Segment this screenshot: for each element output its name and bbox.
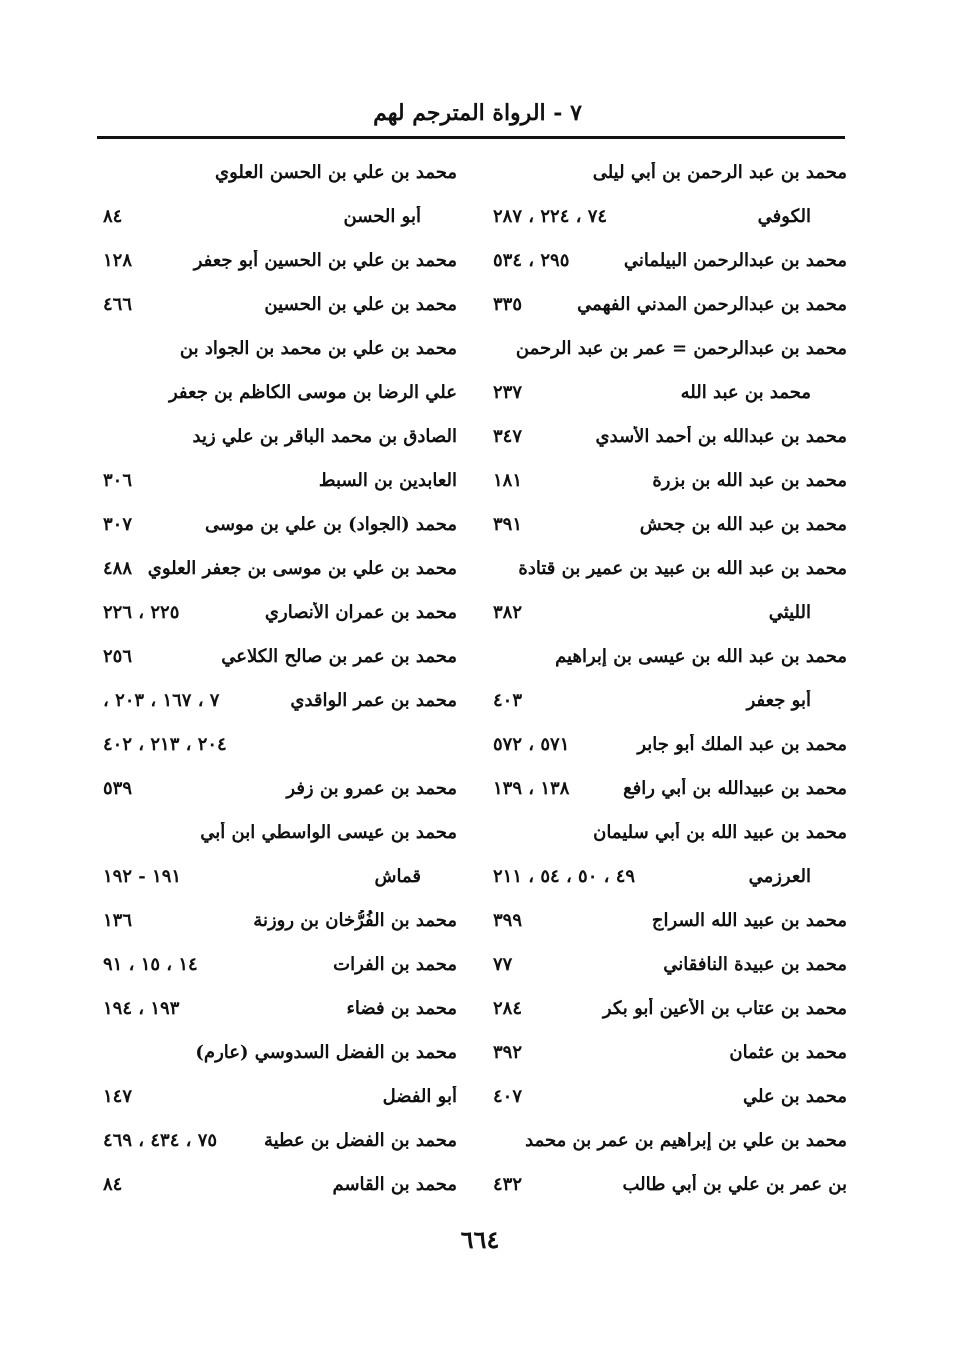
narrator-name: محمد بن عبدالرحمن = عمر بن عبد الرحمن — [515, 337, 847, 359]
page-refs: ٧٧ — [493, 953, 513, 975]
page-refs: ٤٨٨ — [103, 557, 133, 579]
index-entry — [97, 1074, 457, 1118]
index-entry — [487, 414, 847, 458]
index-entry — [97, 634, 457, 678]
narrator-name: محمد بن عمر بن صالح الكلاعي — [221, 645, 457, 667]
page-refs: ٣٠٦ — [103, 469, 133, 491]
narrator-name: أبو الفضل — [382, 1085, 457, 1107]
page-refs: ٤٩ ، ٥٠ ، ٥٤ ، ٢١١ — [493, 865, 636, 887]
index-column-right — [487, 150, 847, 1206]
page-refs: ٣٩٩ — [493, 909, 523, 931]
page-refs: ٥٣٩ — [103, 777, 133, 799]
page-refs: ١٩١ - ١٩٢ — [103, 865, 182, 887]
page-refs: ٢٩٥ ، ٥٣٤ — [493, 249, 570, 271]
narrator-name: محمد بن علي بن موسى بن جعفر العلوي — [147, 557, 457, 579]
narrator-name: محمد بن عبد الله — [680, 381, 811, 403]
page-refs: ٣٩٢ — [493, 1041, 523, 1063]
narrator-name: محمد بن الفرات — [333, 953, 457, 975]
narrator-name: محمد بن علي بن الحسن العلوي — [215, 161, 457, 183]
index-entry — [487, 1162, 847, 1206]
narrator-name: محمد بن علي بن الحسين — [264, 293, 457, 315]
index-entry — [487, 854, 847, 898]
narrator-name: محمد بن عبد الملك أبو جابر — [637, 733, 847, 755]
page-refs: ٢٣٧ — [493, 381, 523, 403]
index-entry — [97, 1118, 457, 1162]
narrator-name: محمد بن علي بن إبراهيم بن عمر بن محمد — [525, 1129, 847, 1151]
narrator-name: محمد (الجواد) بن علي بن موسى — [204, 513, 457, 535]
page-refs: ٣٩١ — [493, 513, 523, 535]
index-entry — [487, 458, 847, 502]
page-refs: ٣٨٢ — [493, 601, 523, 623]
index-entry — [487, 238, 847, 282]
index-entry — [97, 678, 457, 722]
narrator-name: محمد بن عبد الله بن جحش — [639, 513, 847, 535]
index-entry — [487, 942, 847, 986]
index-entry — [487, 1030, 847, 1074]
index-entry — [487, 634, 847, 678]
page-refs: ٨٤ — [103, 205, 123, 227]
index-entry — [97, 942, 457, 986]
index-entry — [487, 898, 847, 942]
narrator-name: أبو الحسن — [343, 205, 421, 227]
index-entry — [487, 502, 847, 546]
index-entry — [97, 854, 457, 898]
index-entry — [487, 370, 847, 414]
narrator-name: العرزمي — [748, 865, 811, 887]
page-refs: ٤٦٦ — [103, 293, 133, 315]
narrator-name: محمد بن عبد الله بن بزرة — [652, 469, 847, 491]
index-entry — [487, 194, 847, 238]
index-entry — [97, 898, 457, 942]
page-refs: ١٢٨ — [103, 249, 133, 271]
index-entry — [97, 1030, 457, 1074]
index-entry — [487, 590, 847, 634]
page-number: ٦٦٤ — [460, 1225, 500, 1254]
page-refs: ١٣٨ ، ١٣٩ — [493, 777, 570, 799]
narrator-name: محمد بن عيسى الواسطي ابن أبي — [200, 821, 457, 843]
index-entry — [487, 722, 847, 766]
narrator-name: محمد بن فضاء — [346, 997, 457, 1019]
page-refs: ٧٤ ، ٢٢٤ ، ٢٨٧ — [493, 205, 608, 227]
index-entry — [97, 546, 457, 590]
narrator-name: الصادق بن محمد الباقر بن علي زيد — [192, 425, 457, 447]
narrator-name: محمد بن الفضل بن عطية — [263, 1129, 457, 1151]
index-entry — [487, 810, 847, 854]
index-entry — [487, 282, 847, 326]
narrator-name: محمد بن علي بن الحسين أبو جعفر — [193, 249, 457, 271]
narrator-name: الكوفي — [757, 205, 811, 227]
page-refs: ٤٠٧ — [493, 1085, 523, 1107]
narrator-name: محمد بن عبدالرحمن البيلماني — [623, 249, 847, 271]
narrator-name: الليثي — [768, 601, 811, 623]
index-entry — [97, 810, 457, 854]
narrator-name: محمد بن القاسم — [332, 1173, 457, 1195]
narrator-name: محمد بن عثمان — [729, 1041, 847, 1063]
narrator-name: العابدين بن السبط — [318, 469, 457, 491]
narrator-name: محمد بن عمر الواقدي — [290, 689, 457, 711]
narrator-name: محمد بن عمرو بن زفر — [286, 777, 457, 799]
index-entry — [97, 150, 457, 194]
page-refs: ٤٣٢ — [493, 1173, 523, 1195]
narrator-name: محمد بن عبيدة النافقاني — [663, 953, 847, 975]
index-entry — [97, 370, 457, 414]
page-refs: ٢٠٤ ، ٢١٣ ، ٤٠٢ — [103, 733, 227, 755]
page-refs: ٣٤٧ — [493, 425, 523, 447]
narrator-name: علي الرضا بن موسى الكاظم بن جعفر — [169, 381, 457, 403]
index-column-left — [97, 150, 457, 1206]
running-header: ٧ - الرواة المترجم لهم — [373, 100, 582, 126]
index-entry — [97, 502, 457, 546]
index-entry — [97, 238, 457, 282]
page-refs: ١٣٦ — [103, 909, 133, 931]
page-refs: ٨٤ — [103, 1173, 123, 1195]
narrator-name: محمد بن عبيد الله السراج — [651, 909, 847, 931]
page-refs: ٢٨٤ — [493, 997, 523, 1019]
index-entry — [97, 766, 457, 810]
narrator-name: أبو جعفر — [746, 689, 811, 711]
index-entry — [97, 194, 457, 238]
page-refs: ١٨١ — [493, 469, 523, 491]
index-entry — [97, 282, 457, 326]
narrator-name: محمد بن عبدالرحمن المدني الفهمي — [577, 293, 847, 315]
index-entry — [487, 1118, 847, 1162]
narrator-name: محمد بن عبد الله بن عبيد بن عمير بن قتادة — [518, 557, 847, 579]
page-refs: ٥٧١ ، ٥٧٢ — [493, 733, 570, 755]
narrator-name: محمد بن عمران الأنصاري — [264, 601, 457, 623]
narrator-name: محمد بن الفضل السدوسي (عارم) — [195, 1041, 457, 1063]
page-refs: ٣٠٧ — [103, 513, 133, 535]
index-entry — [487, 326, 847, 370]
page-refs: ٣٣٥ — [493, 293, 523, 315]
narrator-name: محمد بن عبدالله بن أحمد الأسدي — [595, 425, 847, 447]
page-refs: ٢٢٥ ، ٢٢٦ — [103, 601, 180, 623]
header-rule — [97, 136, 845, 139]
index-entry — [97, 1162, 457, 1206]
index-entry — [487, 150, 847, 194]
narrator-name: محمد بن عبد الرحمن بن أبي ليلى — [592, 161, 847, 183]
index-entry — [97, 458, 457, 502]
page-refs: ٤٠٣ — [493, 689, 523, 711]
page-refs: ٧٥ ، ٤٣٤ ، ٤٦٩ — [103, 1129, 218, 1151]
index-entry — [97, 986, 457, 1030]
narrator-name: محمد بن الفُرُّخان بن روزنة — [253, 909, 457, 931]
narrator-name: قماش — [374, 865, 421, 887]
narrator-name: محمد بن علي بن محمد بن الجواد بن — [179, 337, 457, 359]
narrator-name: بن عمر بن علي بن أبي طالب — [622, 1173, 847, 1195]
index-entry — [487, 546, 847, 590]
index-entry — [97, 326, 457, 370]
index-entry — [487, 986, 847, 1030]
page-refs: ١٤٧ — [103, 1085, 133, 1107]
page-refs: ٢٥٦ — [103, 645, 133, 667]
narrator-name: محمد بن عبيدالله بن أبي رافع — [623, 777, 847, 799]
narrator-name: محمد بن عبد الله بن عيسى بن إبراهيم — [555, 645, 847, 667]
index-entry — [487, 1074, 847, 1118]
index-entry — [487, 766, 847, 810]
narrator-name: محمد بن علي — [742, 1085, 847, 1107]
narrator-name: محمد بن عبيد الله بن أبي سليمان — [593, 821, 847, 843]
narrator-name: محمد بن عتاب بن الأعين أبو بكر — [602, 997, 847, 1019]
page-refs: ١٤ ، ١٥ ، ٩١ — [103, 953, 198, 975]
index-entry — [97, 722, 457, 766]
page-refs: ١٩٣ ، ١٩٤ — [103, 997, 180, 1019]
index-entry — [97, 414, 457, 458]
index-entry — [487, 678, 847, 722]
index-entry — [97, 590, 457, 634]
page-refs: ٧ ، ١٦٧ ، ٢٠٣ ، — [103, 689, 220, 711]
